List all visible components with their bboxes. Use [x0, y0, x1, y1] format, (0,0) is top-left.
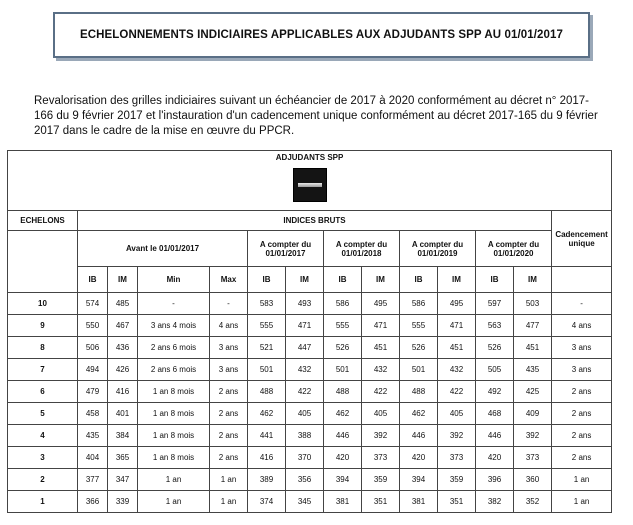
table-cell: 405 [362, 403, 400, 425]
table-cell: 471 [362, 315, 400, 337]
table-cell: 339 [108, 491, 138, 513]
table-cell: 436 [108, 337, 138, 359]
table-cell: 485 [108, 293, 138, 315]
period-2017: A compter du 01/01/2017 [248, 231, 324, 267]
table-row [8, 447, 612, 469]
table-cell: 467 [108, 315, 138, 337]
intro-paragraph: Revalorisation des grilles indiciaires suivant un échéancier de 2017 à 2020 conformément au décret n° 2017-166 du 9 février 2017 et l'instauration d'un cadencement unique conformément au décret 2017-165 du 9 février 2017 dans le cadre de la mise en œuvre du PPCR. [34, 95, 598, 137]
table-cell: 1 an 8 mois [138, 403, 210, 425]
table-cell: - [210, 293, 248, 315]
table-cell: 447 [286, 337, 324, 359]
col-min: Min [138, 267, 210, 293]
table-cell: 432 [286, 359, 324, 381]
table-cell: 2 ans [210, 447, 248, 469]
table-row [8, 337, 612, 359]
table-cell: 505 [476, 359, 514, 381]
table-cell: 384 [108, 425, 138, 447]
table-cell: 501 [324, 359, 362, 381]
table-cell: 347 [108, 469, 138, 491]
table-cell: 586 [400, 293, 438, 315]
table-cell: 2 ans [552, 403, 612, 425]
table-cell: 425 [514, 381, 552, 403]
table-cell: 471 [438, 315, 476, 337]
table-cell: 3 ans 4 mois [138, 315, 210, 337]
echelons-spacer-2 [8, 267, 78, 293]
table-cell: 345 [286, 491, 324, 513]
table-cell: 359 [362, 469, 400, 491]
echelon-cell: 7 [8, 359, 78, 381]
table-cell: 382 [476, 491, 514, 513]
echelon-cell: 9 [8, 315, 78, 337]
table-cell: 451 [438, 337, 476, 359]
table-cell: 420 [476, 447, 514, 469]
cadencement-spacer [552, 267, 612, 293]
table-cell: 583 [248, 293, 286, 315]
column-header-row [8, 267, 612, 293]
echelon-cell: 5 [8, 403, 78, 425]
table-cell: 462 [324, 403, 362, 425]
table-cell: 396 [476, 469, 514, 491]
table-cell: 3 ans [552, 337, 612, 359]
table-cell: 422 [286, 381, 324, 403]
table-cell: 441 [248, 425, 286, 447]
table-cell: 488 [248, 381, 286, 403]
table-cell: 555 [324, 315, 362, 337]
table-cell: 526 [476, 337, 514, 359]
grade-header-row [8, 151, 612, 211]
table-cell: 416 [108, 381, 138, 403]
col-im: IM [108, 267, 138, 293]
table-cell: 563 [476, 315, 514, 337]
table-cell: 2 ans [210, 381, 248, 403]
table-cell: 1 an 8 mois [138, 447, 210, 469]
table-cell: 2 ans [552, 381, 612, 403]
table-cell: 477 [514, 315, 552, 337]
table-cell: 468 [476, 403, 514, 425]
period-avant: Avant le 01/01/2017 [78, 231, 248, 267]
table-cell: 422 [438, 381, 476, 403]
table-cell: 356 [286, 469, 324, 491]
table-cell: 373 [438, 447, 476, 469]
table-cell: 381 [400, 491, 438, 513]
col-im: IM [438, 267, 476, 293]
table-cell: 574 [78, 293, 108, 315]
table-cell: 2 ans [210, 403, 248, 425]
table-cell: 446 [400, 425, 438, 447]
table-row [8, 469, 612, 491]
table-cell: 377 [78, 469, 108, 491]
table-cell: 365 [108, 447, 138, 469]
document-title: ECHELONNEMENTS INDICIAIRES APPLICABLES AUX ADJUDANTS SPP AU 01/01/2017 [79, 29, 564, 41]
table-cell: 389 [248, 469, 286, 491]
adjudant-rank-insignia-icon [293, 168, 327, 202]
table-cell: - [138, 293, 210, 315]
table-cell: 501 [400, 359, 438, 381]
table-cell: 4 ans [210, 315, 248, 337]
table-cell: 360 [514, 469, 552, 491]
table-cell: 1 an [138, 469, 210, 491]
table-cell: 521 [248, 337, 286, 359]
table-cell: 401 [108, 403, 138, 425]
table-cell: 501 [248, 359, 286, 381]
echelon-cell: 3 [8, 447, 78, 469]
table-cell: 503 [514, 293, 552, 315]
table-cell: 392 [514, 425, 552, 447]
table-cell: 352 [514, 491, 552, 513]
grade-label: ADJUDANTS SPP [275, 153, 344, 162]
table-cell: 1 an 8 mois [138, 425, 210, 447]
table-cell: 462 [400, 403, 438, 425]
table-cell: 2 ans 6 mois [138, 359, 210, 381]
indices-table [7, 150, 612, 513]
table-cell: 373 [362, 447, 400, 469]
table-cell: - [552, 293, 612, 315]
table-cell: 2 ans [552, 425, 612, 447]
table-cell: 405 [438, 403, 476, 425]
table-cell: 1 an [552, 469, 612, 491]
table-cell: 1 an [552, 491, 612, 513]
table-row [8, 359, 612, 381]
col-ib: IB [400, 267, 438, 293]
table-cell: 2 ans [552, 447, 612, 469]
table-cell: 586 [324, 293, 362, 315]
table-cell: 462 [248, 403, 286, 425]
table-cell: 359 [438, 469, 476, 491]
table-row [8, 425, 612, 447]
table-row [8, 403, 612, 425]
table-row [8, 315, 612, 337]
table-cell: 426 [108, 359, 138, 381]
table-cell: 2 ans [210, 425, 248, 447]
table-cell: 1 an 8 mois [138, 381, 210, 403]
table-cell: 458 [78, 403, 108, 425]
table-cell: 471 [286, 315, 324, 337]
period-header-row [8, 231, 612, 267]
table-cell: 432 [438, 359, 476, 381]
table-cell: 479 [78, 381, 108, 403]
cadencement-header: Cadencement unique [552, 211, 612, 267]
table-cell: 488 [324, 381, 362, 403]
table-row [8, 293, 612, 315]
table-cell: 1 an [138, 491, 210, 513]
echelons-spacer [8, 231, 78, 267]
document-title-box [53, 12, 590, 58]
table-cell: 373 [514, 447, 552, 469]
table-cell: 492 [476, 381, 514, 403]
echelon-cell: 8 [8, 337, 78, 359]
table-cell: 416 [248, 447, 286, 469]
table-cell: 494 [78, 359, 108, 381]
col-ib: IB [324, 267, 362, 293]
table-cell: 374 [248, 491, 286, 513]
table-cell: 597 [476, 293, 514, 315]
col-ib: IB [78, 267, 108, 293]
grade-cell [8, 151, 612, 211]
period-2020: A compter du 01/01/2020 [476, 231, 552, 267]
table-cell: 555 [400, 315, 438, 337]
table-cell: 394 [324, 469, 362, 491]
echelon-cell: 6 [8, 381, 78, 403]
table-cell: 495 [362, 293, 400, 315]
period-2019: A compter du 01/01/2019 [400, 231, 476, 267]
table-cell: 420 [400, 447, 438, 469]
period-2018: A compter du 01/01/2018 [324, 231, 400, 267]
table-cell: 1 an [210, 469, 248, 491]
table-cell: 435 [78, 425, 108, 447]
table-cell: 392 [362, 425, 400, 447]
table-cell: 3 ans [210, 337, 248, 359]
table-cell: 2 ans 6 mois [138, 337, 210, 359]
echelon-cell: 2 [8, 469, 78, 491]
col-im: IM [286, 267, 324, 293]
table-cell: 381 [324, 491, 362, 513]
table-cell: 3 ans [552, 359, 612, 381]
col-ib: IB [248, 267, 286, 293]
table-cell: 351 [362, 491, 400, 513]
echelons-header: ECHELONS [8, 211, 78, 231]
echelon-cell: 1 [8, 491, 78, 513]
table-cell: 409 [514, 403, 552, 425]
table-cell: 366 [78, 491, 108, 513]
table-cell: 488 [400, 381, 438, 403]
table-cell: 526 [400, 337, 438, 359]
table-cell: 451 [514, 337, 552, 359]
col-im: IM [514, 267, 552, 293]
indices-header-row [8, 211, 612, 231]
table-cell: 446 [324, 425, 362, 447]
table-cell: 446 [476, 425, 514, 447]
table-cell: 506 [78, 337, 108, 359]
col-max: Max [210, 267, 248, 293]
table-row [8, 491, 612, 513]
table-cell: 495 [438, 293, 476, 315]
table-cell: 4 ans [552, 315, 612, 337]
table-cell: 493 [286, 293, 324, 315]
indices-bruts-header: INDICES BRUTS [78, 211, 552, 231]
table-cell: 555 [248, 315, 286, 337]
col-ib: IB [476, 267, 514, 293]
table-cell: 3 ans [210, 359, 248, 381]
table-cell: 351 [438, 491, 476, 513]
table-cell: 422 [362, 381, 400, 403]
table-cell: 370 [286, 447, 324, 469]
echelon-cell: 10 [8, 293, 78, 315]
table-cell: 432 [362, 359, 400, 381]
table-cell: 388 [286, 425, 324, 447]
col-im: IM [362, 267, 400, 293]
table-row [8, 381, 612, 403]
table-cell: 394 [400, 469, 438, 491]
table-cell: 404 [78, 447, 108, 469]
table-cell: 550 [78, 315, 108, 337]
table-cell: 392 [438, 425, 476, 447]
table-cell: 435 [514, 359, 552, 381]
table-cell: 1 an [210, 491, 248, 513]
table-cell: 405 [286, 403, 324, 425]
table-cell: 526 [324, 337, 362, 359]
table-cell: 420 [324, 447, 362, 469]
echelon-cell: 4 [8, 425, 78, 447]
table-cell: 451 [362, 337, 400, 359]
